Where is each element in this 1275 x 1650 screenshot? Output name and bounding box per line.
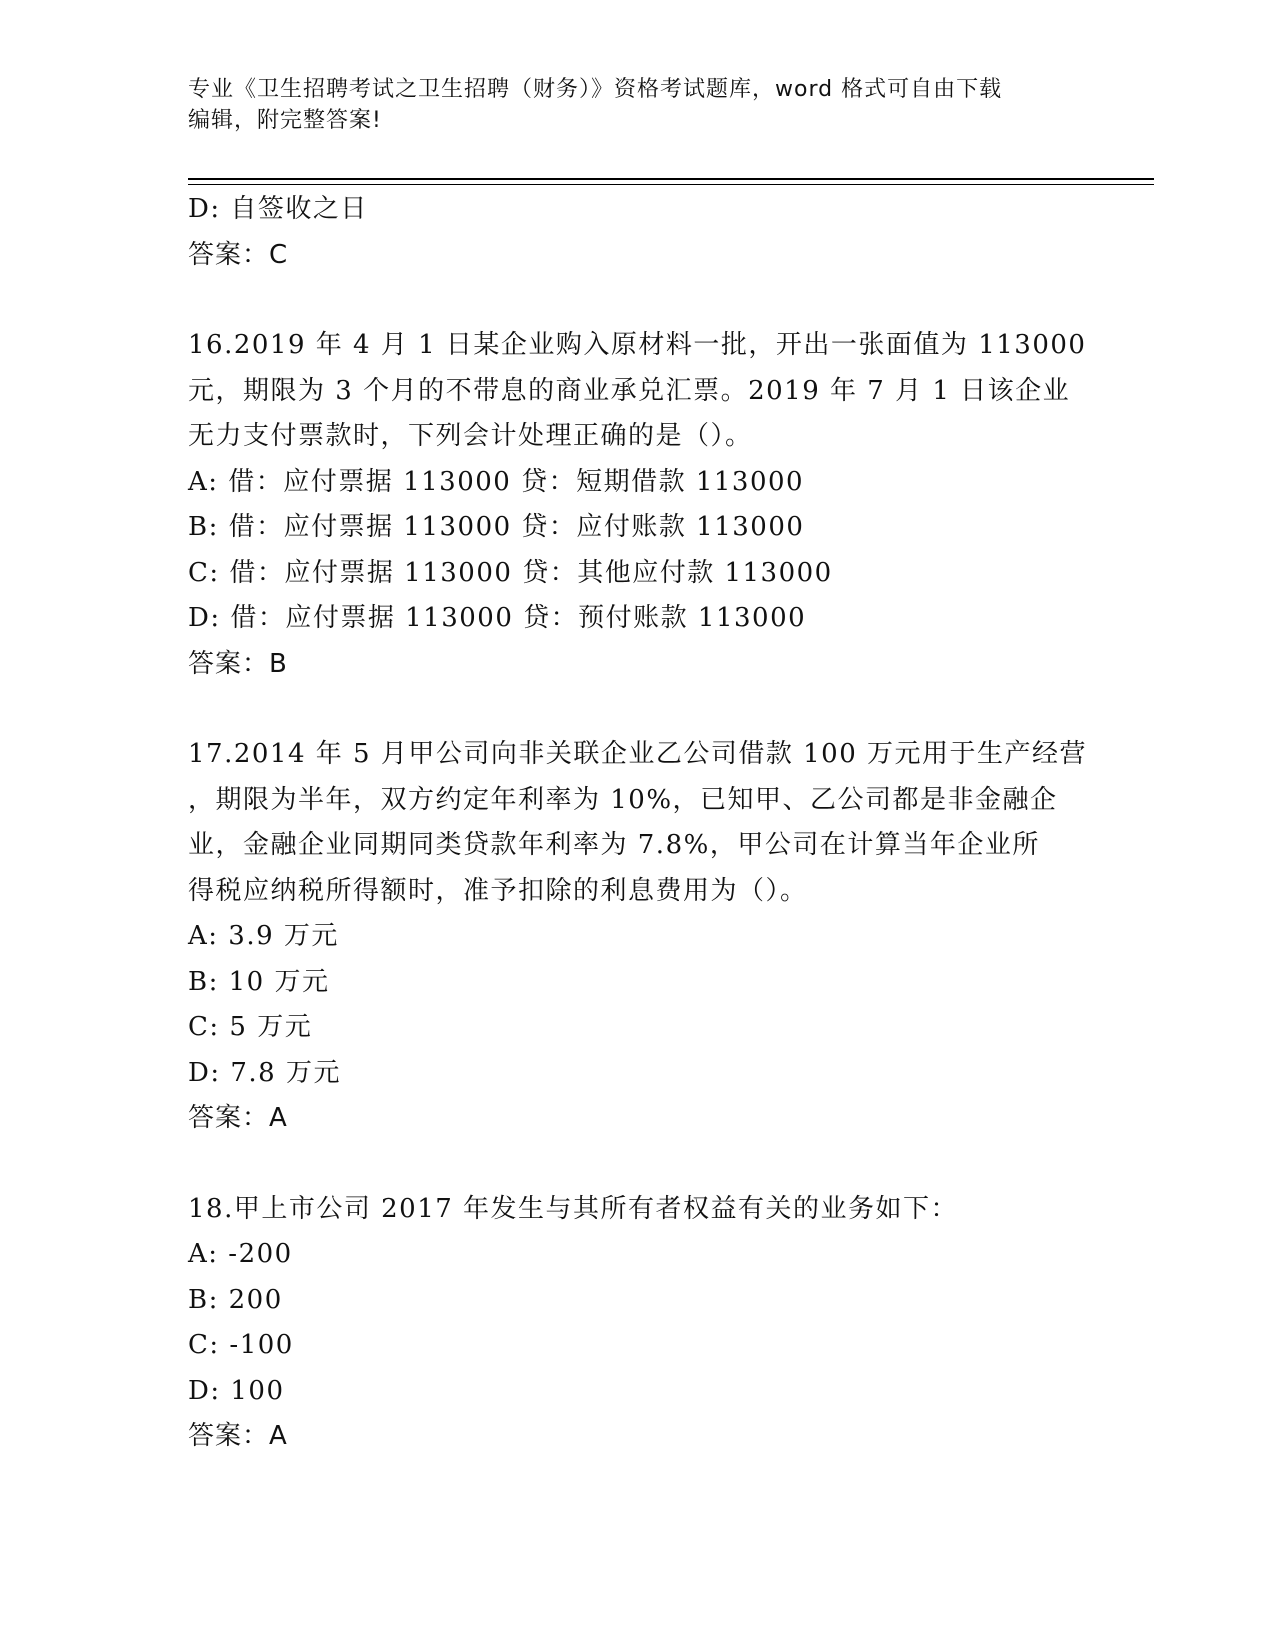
document-header (188, 74, 1088, 136)
option-d: D: 借：应付票据 113000 贷：预付账款 113000 (188, 603, 807, 633)
question-stem-line: 无力支付票款时，下列会计处理正确的是（）。 (188, 421, 753, 451)
option-b: B: 借：应付票据 113000 贷：应付账款 113000 (188, 512, 805, 542)
option-d: D: 7.8 万元 (188, 1057, 341, 1088)
option-c: C: 5 万元 (188, 1012, 313, 1042)
question-16 (188, 323, 1088, 687)
answer-label: 答案：B (188, 648, 288, 679)
question-15-tail (188, 187, 1088, 278)
option-d: D: 100 (188, 1375, 285, 1406)
question-stem-line: 得税应纳税所得额时，准予扣除的利息费用为（）。 (188, 875, 808, 906)
option-d: D: 自签收之日 (188, 194, 368, 224)
question-stem-line: ，期限为半年，双方约定年利率为 10%，已知甲、乙公司都是非金融企 (188, 784, 1058, 815)
spacer (188, 687, 1088, 732)
question-stem-line: 17.2014 年 5 月甲公司向非关联企业乙公司借款 100 万元用于生产经营 (188, 739, 1088, 769)
option-a: A: -200 (188, 1239, 293, 1269)
option-b: B: 200 (188, 1284, 283, 1315)
question-stem-line: 16.2019 年 4 月 1 日某企业购入原材料一批，开出一张面值为 113000 (188, 330, 1087, 360)
option-c: C: 借：应付票据 113000 贷：其他应付款 113000 (188, 557, 833, 588)
header-line-2: 编辑，附完整答案! (188, 108, 382, 133)
question-17 (188, 732, 1088, 1142)
question-list (188, 187, 1088, 1460)
header-line-1: 专业《卫生招聘考试之卫生招聘（财务）》资格考试题库，word 格式可自由下载 (188, 77, 1003, 102)
spacer (188, 278, 1088, 323)
answer-label: 答案：C (188, 239, 289, 270)
header-divider-thin (188, 184, 1154, 185)
question-18 (188, 1187, 1088, 1460)
question-stem-line: 业，金融企业同期同类贷款年利率为 7.8%，甲公司在计算当年企业所 (188, 830, 1040, 860)
spacer (188, 1142, 1088, 1187)
option-b: B: 10 万元 (188, 966, 330, 997)
option-c: C: -100 (188, 1330, 294, 1360)
option-a: A: 3.9 万元 (188, 921, 339, 951)
header-divider-thick (188, 178, 1154, 180)
option-a: A: 借：应付票据 113000 贷：短期借款 113000 (188, 466, 805, 497)
answer-label: 答案：A (188, 1103, 288, 1133)
answer-label: 答案：A (188, 1421, 288, 1451)
question-stem-line: 元，期限为 3 个月的不带息的商业承兑汇票。2019 年 7 月 1 日该企业 (188, 375, 1071, 406)
question-stem-line: 18.甲上市公司 2017 年发生与其所有者权益有关的业务如下： (188, 1193, 959, 1224)
